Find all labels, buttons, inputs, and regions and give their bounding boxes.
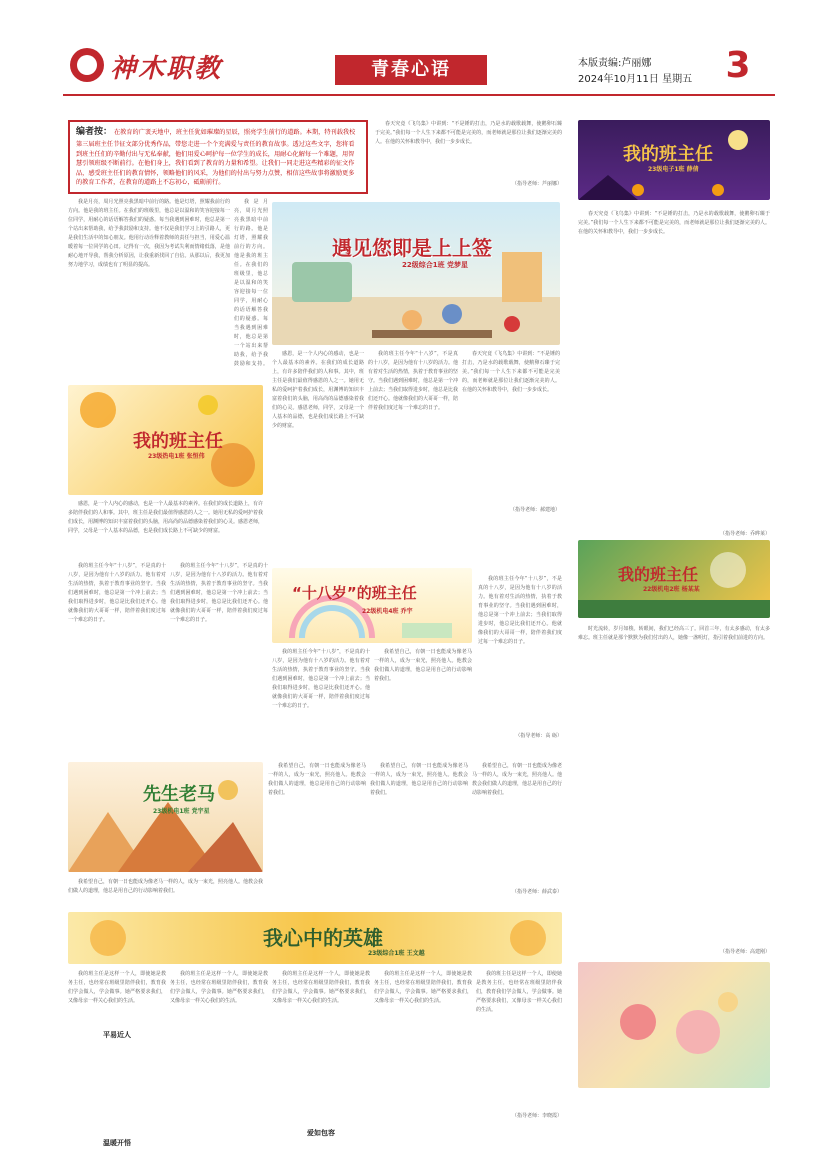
article-text-block: 我希望自己，有朝一日也能成为像老马一样的人，成为一束光，照亮他人。他教会我们做人的道理，他总是用自己的行动影响着我们。: [68, 879, 263, 894]
article-title: 我的班主任: [133, 431, 223, 452]
page-section-banner: 青春心语: [335, 55, 487, 85]
article-text-block: 我的班主任今年“十八岁”，不是真的十八岁，是因为他有十八岁的活力。他有着对生活的热情，执着于教育事业的坚守。当我们遇到困难时，他总是第一个冲上前去；当我们取得进步时，他总是比我们还开心。他就像我们的大哥哥一样，陪伴着我们度过每一个难忘的日子。: [170, 563, 268, 623]
article-text-block: 我希望自己，有朝一日也能成为像老马一样的人，成为一束光，照亮他人。他教会我们做人的道理，他总是用自己的行动影响着我们。: [374, 649, 472, 682]
article-banner-image: [272, 568, 472, 643]
article-title: 我的班主任: [623, 144, 713, 165]
editor-credit: 本版责编:芦丽娜: [578, 58, 652, 69]
article-banner-image: [68, 912, 562, 964]
article-signature: （指导老师：李晓霞）: [511, 1113, 562, 1119]
article-text-block: 我是月亮，周月光照亮我黑暗中前行的路。他是灯塔，照耀我前行的方向。他是我的班主任。在我们的班级里，他总是以温和的笑容迎接每一位同学，用耐心的话语解答我们的疑惑。每当我遇到困难时，他总是第一个站出来帮助我，给予我鼓励和支持。: [234, 199, 268, 367]
article-text-block: 我的班主任是这样一个人，即使她是教务主任，也经常在班级里陪伴我们，教育我们学会做人，学会做事。她严格要求我们，又像母亲一样关心我们的生活。: [68, 971, 166, 1004]
article-text-block: 我的班主任是这样一个人，即使她是教务主任，也经常在班级里陪伴我们，教育我们学会做人，学会做事。她严格要求我们，又像母亲一样关心我们的生活。: [374, 971, 472, 1004]
school-logo-icon: [70, 48, 104, 82]
article-banner-image: [578, 540, 770, 618]
article-signature: （指导老师：乔晔莱）: [719, 531, 770, 537]
article-signature: （指导老师：薛武泰）: [511, 889, 562, 895]
article-text-block: 我的班主任今年“十八岁”，不是真的十八岁，是因为他有十八岁的活力。他有着对生活的热情，执着于教育事业的坚守。当我们遇到困难时，他总是第一个冲上前去；当我们取得进步时，他总是比我们还开心。他就像我们的大哥哥一样，陪伴着我们度过每一个难忘的日子。: [68, 563, 166, 623]
article-byline: 22级综合1班 党梦星: [402, 261, 469, 269]
article-banner-image: [578, 120, 770, 200]
article-subhead: 爱如包容: [307, 1129, 335, 1137]
article-banner-image: [272, 202, 560, 345]
article-text-block: 我希望自己，有朝一日也能成为像老马一样的人，成为一束光，照亮他人。他教会我们做人的道理，他总是用自己的行动影响着我们。: [370, 763, 468, 796]
article-byline: 23级电子1班 薛倩: [648, 166, 699, 173]
article-signature: （指导老师：高 砺）: [515, 733, 562, 739]
article-text-block: 我的班主任是这样一个人，即使她是教务主任，也经常在班级里陪伴我们，教育我们学会做人，学会做事。她严格要求我们，又像母亲一样关心我们的生活。: [476, 971, 562, 1013]
classroom-illustration: [272, 202, 560, 345]
article-byline: 23级机电1班 党宇星: [153, 808, 210, 815]
article-title: “十八岁”的班主任: [292, 584, 417, 602]
article-title: 先生老马: [143, 784, 215, 805]
article-text-block: 我的班主任今年“十八岁”，不是真的十八岁，是因为他有十八岁的活力。他有着对生活的热情，执着于教育事业的坚守。当我们遇到困难时，他总是第一个冲上前去；当我们取得进步时，他总是比我们还开心。他就像我们的大哥哥一样，陪伴着我们度过每一个难忘的日子。: [478, 576, 562, 645]
article-signature: （指导老师：高建刚）: [719, 949, 770, 955]
flower-icon: [578, 962, 770, 1088]
issue-date: 2024年10月11日 星期五: [578, 74, 693, 85]
article-text-block: 时光流转，岁月如梭。转眼间，我们已经高三了。回首三年，有太多感动，有太多难忘。班主任就是那个默默为我们付出的人，她像一盏明灯，指引着我们前进的方向。: [578, 626, 770, 641]
article-signature: （指导老师：郝建地）: [509, 507, 560, 513]
article-title: 我的班主任: [618, 565, 699, 584]
article-title: 遇见您即是上上签: [332, 236, 492, 260]
page-number: 3: [725, 45, 751, 86]
flower-photo: [578, 962, 770, 1088]
editor-note-body: 在教育的广袤天地中，班主任犹如璀璨的星辰，照亮学生前行的道路。本期，特刊载我校第三届班主任节征文部分优秀作品，带您走进一个个充满爱与责任的教育故事。透过这些文字，您将看到班主任们的辛勤付出与无私奉献，他们用爱心呵护每一位学生的成长，用耐心化解每一个难题，用智慧引领班级不断前行。在他们身上，我们看到了教育的力量和希望。让我们一同走进这些精彩的征文作品，感受班主任们的教育情怀，领略他们的风采，为他们的付出与努力点赞，相信这些故事将激励更多的教育工作者，在教育的道路上不忘初心，砥砺前行。: [76, 129, 356, 187]
article-text-block: 春天究竟《飞鸟集》中讲到：“不是锤的打击，乃是水的载歌载舞，使鹅卵石臻于完美。”我们每一个人生下来都不可能是完美的，而老师就是那位让我们逐渐完美的人。在他的关怀和教导中，我们一步步成长。: [578, 211, 770, 235]
article-text-block: 我的班主任是这样一个人，即使她是教务主任，也经常在班级里陪伴我们，教育我们学会做人，学会做事。她严格要求我们，又像母亲一样关心我们的生活。: [272, 971, 370, 1004]
article-text-block: 春天究竟《飞鸟集》中讲到：“不是锤的打击，乃是水的载歌载舞，使鹅卵石臻于完美。”我们每一个人生下来都不可能是完美的，而老师就是那位让我们逐渐完美的人。在他的关怀和教导中，我们一步步成长。: [462, 351, 560, 393]
article-text-block: 我希望自己，有朝一日也能成为像老马一样的人，成为一束光，照亮他人。他教会我们做人的道理，他总是用自己的行动影响着我们。: [472, 763, 562, 796]
editor-note-box: [68, 120, 368, 194]
article-subhead: 温暖开悟: [103, 1139, 131, 1147]
paper-name: 神木职教: [110, 54, 223, 84]
article-text-block: 我的班主任是这样一个人，即使她是教务主任，也经常在班级里陪伴我们，教育我们学会做人，学会做事。她严格要求我们，又像母亲一样关心我们的生活。: [170, 971, 268, 1004]
article-text-block: 我的班主任今年“十八岁”，不是真的十八岁，是因为他有十八岁的活力。他有着对生活的热情，执着于教育事业的坚守。当我们遇到困难时，他总是第一个冲上前去；当我们取得进步时，他总是比我们还开心。他就像我们的大哥哥一样，陪伴着我们度过每一个难忘的日子。: [368, 351, 458, 411]
article-title: 我心中的英雄: [263, 926, 383, 950]
article-signature: （指导老师：芦丽娜）: [511, 181, 562, 187]
article-byline: 22级机电2班 杨某某: [643, 586, 700, 593]
article-text-block: 感恩，是一个人内心的感动，也是一个人最基本的素养。在我们的成长道路上，有许多陪伴我们的人和事。其中，班主任是我们最值得感恩的人之一。她用无私的爱呵护着我们成长，用渊博的知识丰富着我们的头脑，用高尚的品德感染着我们的心灵。感恩老师，同学，父母是一个人基本的品德，也是我们成长路上不可缺少的财富。: [68, 501, 263, 534]
article-text-block: 我希望自己，有朝一日也能成为像老马一样的人，成为一束光，照亮他人。他教会我们做人的道理，他总是用自己的行动影响着我们。: [268, 763, 366, 796]
article-text-block: 我是月亮，周月光照亮我黑暗中前行的路。他是灯塔，照耀我前行的方向。他是我的班主任。在我们的班级里，他总是以温和的笑容迎接每一位同学，用耐心的话语解答我们的疑惑。每当我遇到困难时，他总是第一个站出来帮助我，给予我鼓励和支持。他不仅是我们学习上的引路人，更是我们生活中的知心朋友。他用行动诠释着教师的责任与担当，用爱心温暖着每一位同学的心田。记得有一次，我因为考试失利而情绪低落，是他耐心地开导我，帮我分析原因，让我重新找回了自信。从那以后，我更加努力地学习，成绩也有了明显的提高。: [68, 199, 230, 268]
article-text-block: 感恩，是一个人内心的感动，也是一个人最基本的素养。在我们的成长道路上，有许多陪伴我们的人和事。其中，班主任是我们最值得感恩的人之一。她用无私的爱呵护着我们成长，用渊博的知识丰富着我们的头脑，用高尚的品德感染着我们的心灵。感恩老师，同学，父母是一个人基本的品德，也是我们成长路上不可缺少的财富。: [272, 351, 364, 429]
landscape-mountains-illustration: [68, 762, 263, 872]
article-text-block: 春天究竟《飞鸟集》中讲到：“不是锤的打击，乃是水的载歌载舞，使鹅卵石臻于完美。”我们每一个人生下来都不可能是完美的，而老师就是那位让我们逐渐完美的人。在他的关怀和教导中，我们一步步成长。: [375, 121, 562, 145]
masthead-rule: [63, 94, 775, 96]
article-subhead: 平易近人: [103, 1031, 131, 1039]
article-byline: 23级热电1班 张恒伟: [148, 453, 205, 460]
article-byline: 23级综合1班 王文越: [368, 950, 425, 957]
article-banner-image: [68, 762, 263, 872]
article-byline: 22级机电4班 乔宇: [362, 608, 413, 615]
article-banner-image: [68, 385, 263, 495]
editor-note-heading: 编者按：: [76, 127, 113, 137]
article-text-block: 我的班主任今年“十八岁”，不是真的十八岁，是因为他有十八岁的活力。他有着对生活的热情，执着于教育事业的坚守。当我们遇到困难时，他总是第一个冲上前去；当我们取得进步时，他总是比我们还开心。他就像我们的大哥哥一样，陪伴着我们度过每一个难忘的日子。: [272, 649, 370, 709]
